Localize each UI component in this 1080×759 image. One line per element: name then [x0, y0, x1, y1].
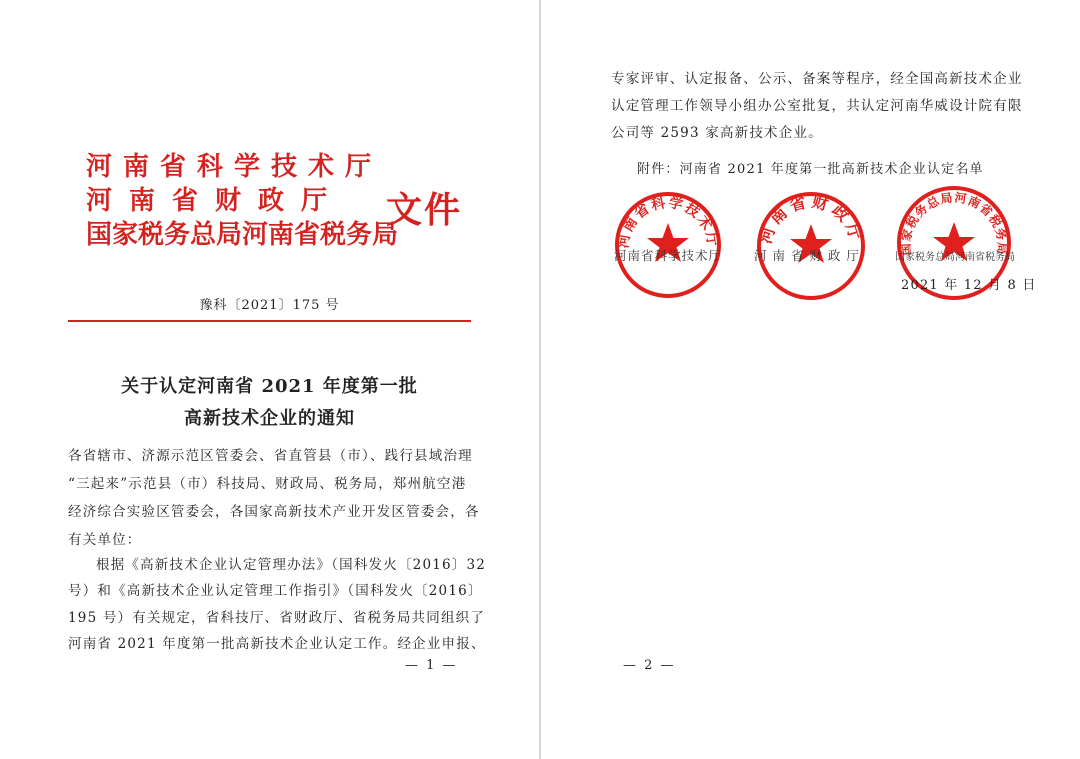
agency-name-2: 河南省财政厅	[86, 186, 345, 216]
body-line: 根据《高新技术企业认定管理办法》（国科发火〔2016〕32	[96, 557, 487, 573]
notice-title-line-1: 关于认定河南省 2021 年度第一批	[121, 376, 418, 397]
signatory-3: 国家税务总局河南省税务局	[895, 252, 1015, 263]
body-line: 各省辖市、济源示范区管委会、省直管县（市）、践行县域治理	[68, 448, 473, 464]
document-number: 豫科〔2021〕175 号	[199, 298, 340, 313]
issue-date: 2021 年 12 月 8 日	[901, 278, 1037, 293]
body-line: “三起来”示范县（市）科技局、财政局、税务局，郑州航空港	[68, 476, 467, 492]
body-line: 公司等 2593 家高新技术企业。	[611, 125, 823, 141]
issuing-agencies	[86, 150, 399, 252]
agency-name-1: 河南省科学技术厅	[86, 152, 383, 182]
agency-name-3: 国家税务总局河南省税务局	[86, 220, 399, 250]
document-page-2	[541, 0, 1080, 759]
notice-title-line-2: 高新技术企业的通知	[184, 408, 355, 429]
body-line: 河南省 2021 年度第一批高新技术企业认定工作。经企业申报、	[68, 636, 486, 652]
body-line: 号）和《高新技术企业认定管理工作指引》（国科发火〔2016〕	[68, 583, 483, 599]
body-line: 专家评审、认定报备、公示、备案等程序，经全国高新技术企业	[611, 71, 1023, 87]
signatory-2: 河 南 省 财 政 厅	[754, 248, 860, 263]
body-line: 有关单位：	[68, 532, 142, 548]
seal-3-text: 国家税务总局河南省税务局	[898, 190, 1010, 256]
body-line: 经济综合实验区管委会，各国家高新技术产业开发区管委会，各	[68, 504, 480, 520]
seal-1-text: 河南省科学技术厅	[615, 194, 721, 250]
red-divider-line	[68, 320, 471, 322]
document-page-1	[0, 0, 539, 759]
page-number-1: — 1 —	[405, 658, 458, 673]
document-type-label: 文件	[386, 190, 463, 231]
seal-2-text: 河南省财政厅	[755, 191, 867, 246]
signatory-1: 河南省科学技术厅	[614, 248, 723, 263]
official-seal-1	[613, 190, 723, 300]
body-line: 195 号）有关规定，省科技厅、省财政厅、省税务局共同组织了	[68, 610, 486, 626]
page-number-2: — 2 —	[623, 658, 676, 673]
attachment-note: 附件：河南省 2021 年度第一批高新技术企业认定名单	[637, 162, 984, 177]
body-line: 认定管理工作领导小组办公室批复，共认定河南华威设计院有限	[611, 98, 1023, 114]
